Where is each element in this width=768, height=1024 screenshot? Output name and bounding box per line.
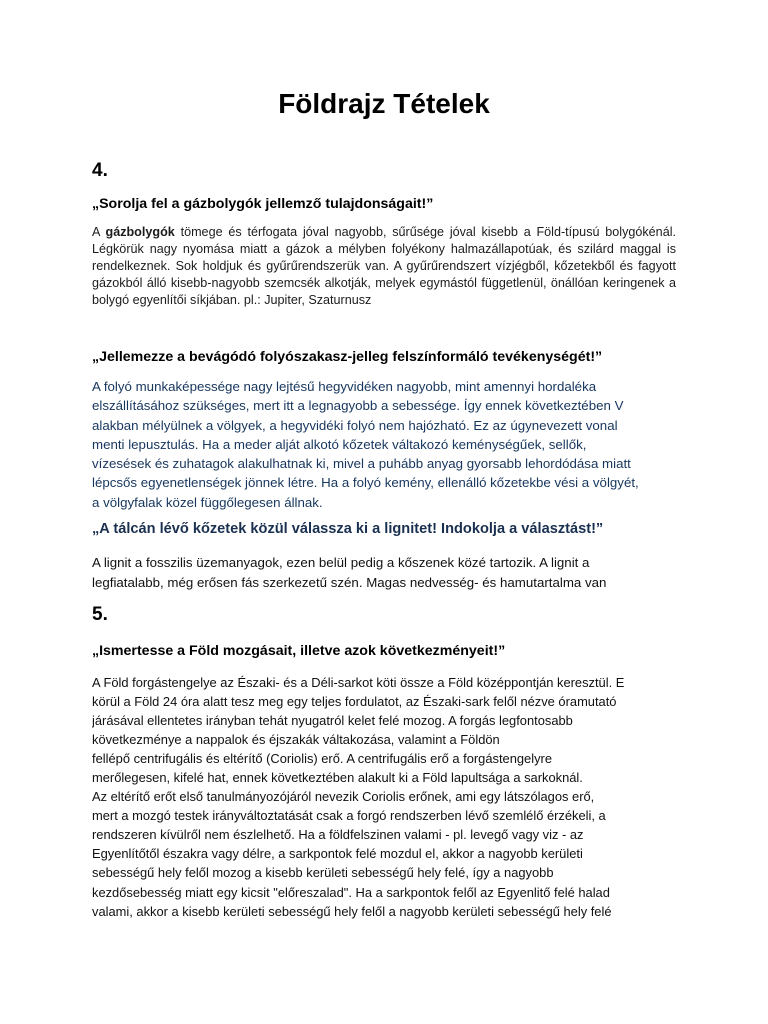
answer-prefix: A xyxy=(92,225,106,239)
answer-bold-term: gázbolygók xyxy=(105,225,175,239)
answer-line: A lignit a fosszilis üzemanyagok, ezen belül pedig a kőszenek közé tartozik. A lignit a xyxy=(92,555,590,570)
question-heading: „Jellemezze a bevágódó folyószakasz-jelleg felszínformáló tevékenységét!” xyxy=(92,349,603,365)
answer-line: a völgyfalak közel függőlegesen állnak. xyxy=(92,494,323,510)
question-heading: „Sorolja fel a gázbolygók jellemző tulajdonságait!” xyxy=(92,196,434,212)
answer-line: merőlegesen, kifelé hat, ennek következtében alakult ki a Föld lapultsága a sarkoknál. xyxy=(92,770,583,786)
answer-paragraph xyxy=(92,377,676,512)
answer-line: menti lepusztulás. Ha a meder alját alkotó kőzetek váltakozó keménységűek, sellők, xyxy=(92,436,587,452)
answer-line: Egyenlítőtől északra vagy délre, a sarkpontok felé mozdul el, akkor a nagyobb kerületi xyxy=(92,846,583,862)
answer-paragraph xyxy=(92,673,676,921)
section-number: 5. xyxy=(92,604,108,625)
answer-line: vízesések és zuhatagok alakulhatnak ki, mivel a puhább anyag gyorsabb lehordódása miatt xyxy=(92,456,631,472)
answer-line: alakban mélyülnek a völgyek, a hegyvidéki folyó nem hajózható. Ez az úgynevezett vonal xyxy=(92,417,618,433)
page-title: Földrajz Tételek xyxy=(278,88,490,119)
answer-text: tömege és térfogata jóval nagyobb, sűrűsége jóval kisebb a Föld-típusú bolygókénál. Légkörük nagy nyomása miatt a gázok a mélyben folyékony halmazállapotúak, és szilárd maggal is rendelkeznek. Sok holdjuk és gyűrűrendszerük van. A gyűrűrendszert vízjégből, kőzetekből és fagyott gázokból álló kisebb-nagyobb szemcsék alkotják, melyek egymástól függetlenül, önállóan keringenek a bolygó egyenlítői síkjában. pl.: Jupiter, Szaturnusz xyxy=(92,225,676,307)
question-heading: „Ismertesse a Föld mozgásait, illetve azok következményeit!” xyxy=(92,643,506,659)
answer-line: elszállításához szükséges, mert itt a legnagyobb a sebessége. Így ennek következtében V xyxy=(92,398,624,414)
answer-line: valami, akkor a kisebb kerületi sebességű hely felől a nagyobb kerületi sebességű hely felé xyxy=(92,903,612,919)
answer-paragraph xyxy=(92,553,676,592)
answer-line: sebességű hely felől mozog a kisebb kerületi sebességű hely felé, így a nagyobb xyxy=(92,865,554,881)
answer-line: fellépő centrifugális és eltérítő (Coriolis) erő. A centrifugális erő a forgástengelyre xyxy=(92,751,552,767)
answer-line: lépcsős egyenetlenségek jönnek létre. Ha a folyó kemény, ellenálló kőzetekbe vési a völgyét, xyxy=(92,475,639,491)
question-heading: „A tálcán lévő kőzetek közül válassza ki a lignitet! Indokolja a választást!” xyxy=(92,521,604,537)
answer-line: következménye a nappalok és éjszakák váltakozása, valamint a Földön xyxy=(92,732,500,748)
answer-line: Az eltérítő erőt első tanulmányozójáról nevezik Coriolis erőnek, ami egy látszólagos erő, xyxy=(92,789,595,805)
answer-line: legfiatalabb, még erősen fás szerkezetű szén. Magas nedvesség- és hamutartalma van xyxy=(92,574,607,590)
answer-line: mert a mozgó testek irányváltoztatását csak a forgó rendszerben lévő szemlélő érzékeli, a xyxy=(92,808,606,824)
answer-line: rendszeren kívülről nem észlelhető. Ha a földfelszinen valami - pl. levegő vagy viz - az xyxy=(92,827,584,843)
answer-line: járásával ellentetes irányban tehát nyugatról kelet felé mozog. A forgás legfontosabb xyxy=(92,713,573,729)
answer-line: A Föld forgástengelye az Északi- és a Déli-sarkot köti össze a Föld középpontján keresztül. E xyxy=(92,675,625,690)
answer-paragraph xyxy=(92,224,676,309)
section-number: 4. xyxy=(92,160,108,181)
answer-line: körül a Föld 24 óra alatt tesz meg egy teljes fordulatot, az Északi-sark felől nézve óramutató xyxy=(92,694,617,710)
answer-line: kezdősebesség miatt egy kicsit "előreszalad". Ha a sarkpontok felől az Egyenlitő felé halad xyxy=(92,884,610,900)
answer-line: A folyó munkaképessége nagy lejtésű hegyvidéken nagyobb, mint amennyi hordaléka xyxy=(92,379,597,394)
